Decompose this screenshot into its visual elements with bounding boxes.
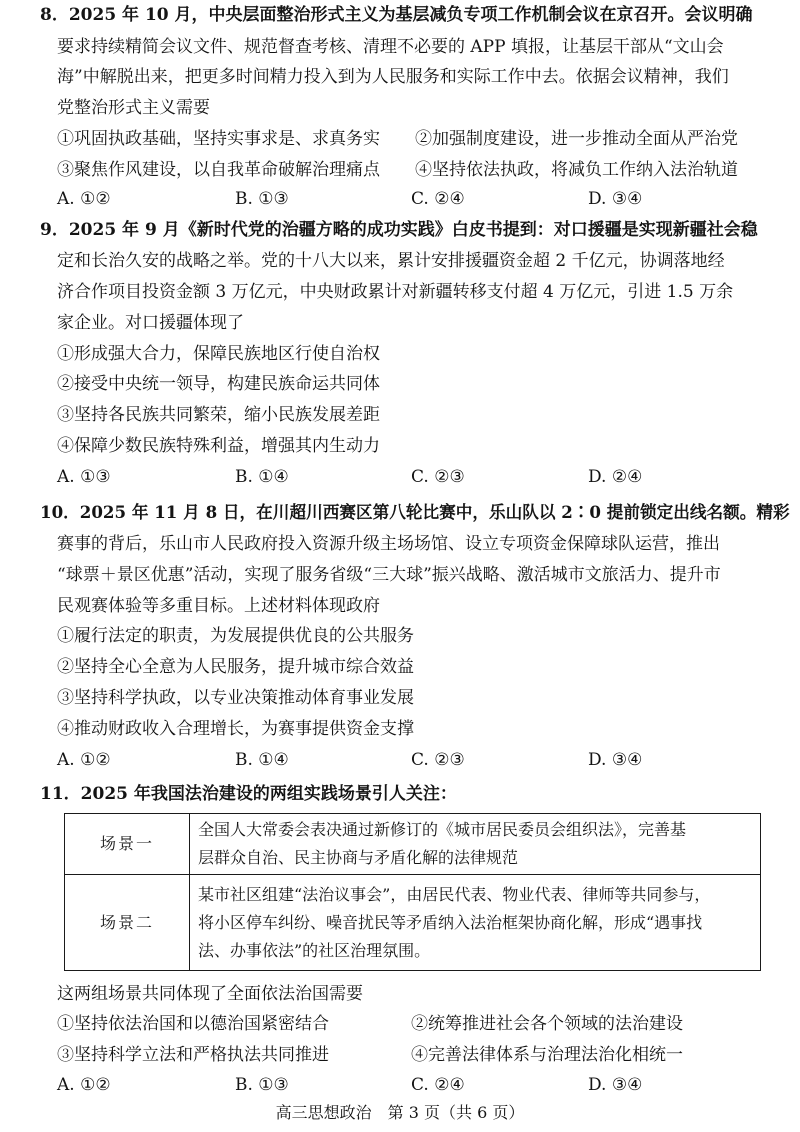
table-row: [65, 814, 761, 875]
q8-option-2: ②加强制度建设，进一步推动全面从严治党: [415, 129, 738, 149]
q11-choice-d: D. ③④: [588, 1075, 643, 1095]
q8-choice-a: A. ①②: [57, 189, 111, 209]
q11-option-2: ②统筹推进社会各个领域的法治建设: [411, 1014, 683, 1034]
q8-option-3: ③聚焦作风建设，以自我革命破解治理痛点: [57, 160, 380, 180]
q10-stem-line-3: “球票＋景区优惠”活动，实现了服务省级“三大球”振兴战略、激活城市文旅活力、提升市: [57, 565, 721, 585]
q9-choice-b: B. ①④: [235, 467, 289, 487]
q10-option-3: ③坚持科学执政，以专业决策推动体育事业发展: [57, 688, 414, 708]
q9-choice-c: C. ②③: [411, 467, 465, 487]
q9-stem-line-2: 定和长治久安的战略之举。党的十八大以来，累计安排援疆资金超 2 千亿元，协调落地经: [57, 251, 725, 271]
scene-text-line: 某市社区组建“法治议事会”，由居民代表、物业代表、律师等共同参与，: [198, 884, 711, 904]
q9-option-1: ①形成强大合力，保障民族地区行使自治权: [57, 344, 380, 364]
q10-stem-line-4: 民观赛体验等多重目标。上述材料体现政府: [57, 596, 380, 616]
q8-choice-d: D. ③④: [588, 189, 643, 209]
q11-option-1: ①坚持依法治国和以德治国紧密结合: [57, 1014, 329, 1034]
q9-stem-line-4: 家企业。对口援疆体现了: [57, 313, 244, 333]
page-footer: 高三思想政治 第 3 页（共 6 页）: [275, 1103, 525, 1122]
q11-choice-c: C. ②④: [411, 1075, 465, 1095]
q11-stem: 11．2025 年我国法治建设的两组实践场景引人关注：: [40, 784, 457, 804]
scene-content: [190, 814, 761, 875]
scene-text-line: 全国人大常委会表决通过新修订的《城市居民委员会组织法》，完善基: [198, 820, 687, 839]
q9-choice-a: A. ①③: [57, 467, 111, 487]
q10-option-2: ②坚持全心全意为人民服务，提升城市综合效益: [57, 657, 414, 677]
q9-choice-d: D. ②④: [588, 467, 643, 487]
q10-choice-a: A. ①②: [57, 750, 111, 770]
q11-option-4: ④完善法律体系与治理法治化相统一: [411, 1045, 683, 1065]
q10-stem-line-1: 10．2025 年 11 月 8 日，在川超川西赛区第八轮比赛中，乐山队以 2∶0 提前锁定出线名额。精彩: [40, 503, 790, 523]
q8-option-4: ④坚持依法执政，将减负工作纳入法治轨道: [415, 160, 738, 180]
scenario-table: [64, 813, 761, 971]
q9-stem-line-1: 9．2025 年 9 月《新时代党的治疆方略的成功实践》白皮书提到：对口援疆是实现新疆社会稳: [40, 220, 758, 240]
table-row: [65, 875, 761, 971]
q9-option-3: ③坚持各民族共同繁荣，缩小民族发展差距: [57, 405, 380, 425]
q11-choice-b: B. ①③: [235, 1075, 289, 1095]
scene-text-line: 层群众自治、民主协商与矛盾化解的法律规范: [198, 848, 519, 867]
q10-option-1: ①履行法定的职责，为发展提供优良的公共服务: [57, 626, 414, 646]
q8-option-1: ①巩固执政基础，坚持实事求是、求真务实: [57, 129, 380, 149]
q11-tail: 这两组场景共同体现了全面依法治国需要: [57, 984, 363, 1004]
q8-stem-line-2: 要求持续精简会议文件、规范督查考核、清理不必要的 APP 填报，让基层干部从“文山会: [57, 37, 724, 57]
q9-stem-line-3: 济合作项目投资金额 3 万亿元，中央财政累计对新疆转移支付超 4 万亿元，引进 1.5 万余: [57, 282, 734, 302]
scene-label: 场景一: [65, 814, 190, 875]
q10-choice-b: B. ①④: [235, 750, 289, 770]
q10-option-4: ④推动财政收入合理增长，为赛事提供资金支撑: [57, 719, 414, 739]
scene-content: [190, 875, 761, 971]
q10-choice-c: C. ②③: [411, 750, 465, 770]
q10-choice-d: D. ③④: [588, 750, 643, 770]
q9-option-4: ④保障少数民族特殊利益，增强其内生动力: [57, 436, 380, 456]
q9-option-2: ②接受中央统一领导，构建民族命运共同体: [57, 374, 380, 394]
q11-option-3: ③坚持科学立法和严格执法共同推进: [57, 1045, 329, 1065]
scene-text-line: 法、办事依法”的社区治理氛围。: [198, 940, 431, 960]
scene-label: 场景二: [65, 875, 190, 971]
q8-stem-line-1: 8．2025 年 10 月，中央层面整治形式主义为基层减负专项工作机制会议在京召开。会议明确: [40, 5, 753, 25]
q8-choice-c: C. ②④: [411, 189, 465, 209]
q8-stem-line-3: 海”中解脱出来，把更多时间精力投入到为人民服务和实际工作中去。依据会议精神，我们: [57, 67, 729, 87]
scene-text-line: 将小区停车纠纷、噪音扰民等矛盾纳入法治框架协商化解，形成“遇事找: [198, 912, 703, 932]
q10-stem-line-2: 赛事的背后，乐山市人民政府投入资源升级主场场馆、设立专项资金保障球队运营，推出: [57, 534, 720, 554]
q8-stem-line-4: 党整治形式主义需要: [57, 98, 210, 118]
q8-choice-b: B. ①③: [235, 189, 289, 209]
q11-choice-a: A. ①②: [57, 1075, 111, 1095]
